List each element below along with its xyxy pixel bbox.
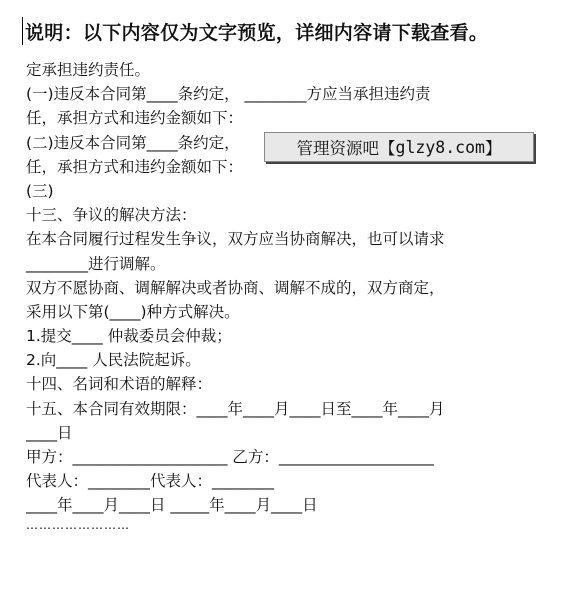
doc-line: ____年____月____日 _____年____月____日 <box>26 496 318 515</box>
site-watermark-banner <box>264 132 534 162</box>
doc-line: 十三、争议的解决方法： <box>26 206 197 225</box>
doc-line: 十五、本合同有效期限：____年____月____日至____年____月 <box>26 399 445 418</box>
watermark-suffix: 】 <box>484 139 502 158</box>
doc-line: 任，承担方式和违约金额如下： <box>26 157 244 176</box>
doc-line: (二)违反本合同第____条约定， <box>26 133 240 152</box>
doc-line: 十四、名词和术语的解释： <box>26 375 213 394</box>
doc-line: (一)违反本合同第____条约定， ________方应当承担违约责 <box>26 85 431 104</box>
watermark-prefix: 管理资源吧【 <box>296 139 396 158</box>
doc-line: 任，承担方式和违约金额如下： <box>26 109 244 128</box>
doc-line: 甲方：____________________ 乙方：____________________ <box>26 448 434 466</box>
doc-line: 2.向____ 人民法院起诉。 <box>26 351 201 370</box>
doc-line: 定承担违约责任。 <box>26 61 151 79</box>
doc-line: 双方不愿协商、调解解决或者协商、调解不成的，双方商定， <box>26 278 445 297</box>
doc-line: ____日 <box>26 423 73 442</box>
doc-line: 代表人：________代表人：________ <box>26 472 275 491</box>
watermark-domain: glzy8.com <box>395 137 485 157</box>
doc-line: ________进行调解。 <box>26 254 166 273</box>
doc-line: 采用以下第(____)种方式解决。 <box>26 302 240 321</box>
preview-notice-text: 说明：以下内容仅为文字预览，详细内容请下载查看。 <box>25 21 489 44</box>
text-cursor <box>22 17 23 45</box>
doc-line: (三) <box>26 181 54 200</box>
preview-notice-bar <box>22 14 578 48</box>
doc-line: 1.提交____ 仲裁委员会仲裁； <box>26 327 232 346</box>
trailing-dots: …………………… <box>26 517 130 532</box>
doc-line: 在本合同履行过程发生争议，双方应当协商解决，也可以请求 <box>26 230 445 249</box>
contract-text-body <box>26 58 566 532</box>
